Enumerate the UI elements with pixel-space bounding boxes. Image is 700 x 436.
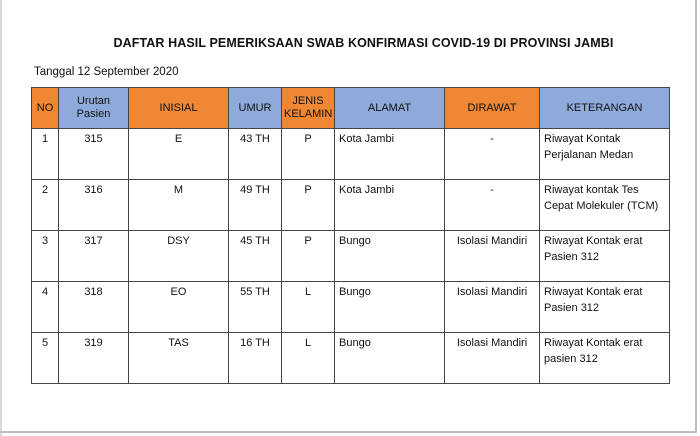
col-header-keterangan: KETERANGAN: [540, 88, 670, 129]
col-header-inisial: INISIAL: [129, 88, 229, 129]
cell-keterangan: Riwayat Kontak erat Pasien 312: [540, 231, 670, 282]
cell-umur: 45 TH: [229, 231, 282, 282]
table-header-row: [32, 88, 670, 129]
cell-jenis-kelamin: P: [282, 231, 335, 282]
cell-alamat: Kota Jambi: [335, 180, 445, 231]
cell-umur: 49 TH: [229, 180, 282, 231]
cell-urutan-pasien: 317: [59, 231, 129, 282]
cell-inisial: DSY: [129, 231, 229, 282]
cell-jenis-kelamin: P: [282, 180, 335, 231]
cell-urutan-pasien: 319: [59, 333, 129, 384]
col-header-urutan-pasien: Urutan Pasien: [59, 88, 129, 129]
cell-inisial: TAS: [129, 333, 229, 384]
cell-umur: 55 TH: [229, 282, 282, 333]
cell-dirawat: Isolasi Mandiri: [445, 333, 540, 384]
cell-no: 4: [32, 282, 59, 333]
table-row: [32, 231, 670, 282]
cell-no: 3: [32, 231, 59, 282]
cell-jenis-kelamin: P: [282, 129, 335, 180]
cell-dirawat: -: [445, 129, 540, 180]
col-header-dirawat: DIRAWAT: [445, 88, 540, 129]
col-header-umur: UMUR: [229, 88, 282, 129]
cell-inisial: M: [129, 180, 229, 231]
cell-alamat: Bungo: [335, 231, 445, 282]
results-table: [31, 87, 670, 384]
col-header-alamat: ALAMAT: [335, 88, 445, 129]
cell-dirawat: -: [445, 180, 540, 231]
table-body: [32, 129, 670, 384]
cell-inisial: EO: [129, 282, 229, 333]
col-header-jenis-kelamin: JENIS KELAMIN: [282, 88, 335, 129]
cell-no: 5: [32, 333, 59, 384]
table-row: [32, 180, 670, 231]
cell-umur: 16 TH: [229, 333, 282, 384]
col-header-no: NO: [32, 88, 59, 129]
cell-jenis-kelamin: L: [282, 333, 335, 384]
cell-dirawat: Isolasi Mandiri: [445, 231, 540, 282]
cell-keterangan: Riwayat Kontak Perjalanan Medan: [540, 129, 670, 180]
cell-keterangan: Riwayat Kontak erat pasien 312: [540, 333, 670, 384]
cell-alamat: Bungo: [335, 282, 445, 333]
cell-urutan-pasien: 318: [59, 282, 129, 333]
cell-keterangan: Riwayat kontak Tes Cepat Molekuler (TCM): [540, 180, 670, 231]
cell-keterangan: Riwayat Kontak erat Pasien 312: [540, 282, 670, 333]
cell-no: 1: [32, 129, 59, 180]
document-title: DAFTAR HASIL PEMERIKSAAN SWAB KONFIRMASI COVID-19 DI PROVINSI JAMBI: [113, 36, 614, 50]
cell-alamat: Bungo: [335, 333, 445, 384]
cell-jenis-kelamin: L: [282, 282, 335, 333]
table-row: [32, 129, 670, 180]
cell-inisial: E: [129, 129, 229, 180]
report-date: Tanggal 12 September 2020: [34, 66, 179, 78]
cell-umur: 43 TH: [229, 129, 282, 180]
cell-alamat: Kota Jambi: [335, 129, 445, 180]
table-row: [32, 333, 670, 384]
cell-urutan-pasien: 316: [59, 180, 129, 231]
table-row: [32, 282, 670, 333]
cell-urutan-pasien: 315: [59, 129, 129, 180]
cell-dirawat: Isolasi Mandiri: [445, 282, 540, 333]
cell-no: 2: [32, 180, 59, 231]
